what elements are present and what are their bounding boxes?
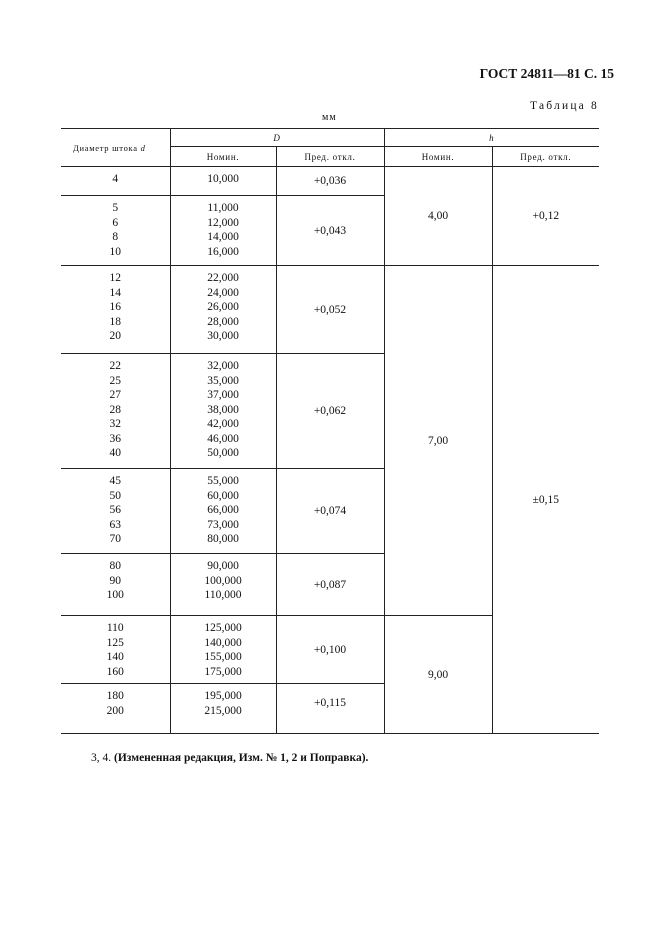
rod-diameter-value: 110: [106, 622, 124, 634]
D-nominal-value: 35,000: [207, 374, 239, 387]
rod-diameter-value: 90: [109, 574, 121, 587]
rod-diameter-value: 70: [109, 533, 121, 545]
D-group-header: D: [170, 129, 384, 147]
D-nominal-cell: [170, 684, 276, 734]
D-nominal-value: 11,000: [207, 202, 239, 214]
D-deviation-cell: +0,043: [276, 196, 384, 266]
D-nominal-value: 140,000: [204, 636, 242, 649]
D-nominal-cell: [170, 469, 276, 554]
rod-diameter-cell: [61, 167, 170, 196]
rod-diameter-value: 125: [106, 636, 124, 649]
table-caption: Таблица 8: [530, 100, 599, 112]
D-nominal-value: 50,000: [207, 447, 239, 459]
rod-diameter-value: 50: [109, 489, 121, 502]
D-nominal-value: 28,000: [207, 315, 239, 328]
D-deviation-cell: +0,062: [276, 354, 384, 469]
D-nominal-value: 90,000: [207, 560, 239, 572]
rod-diameter-value: 14: [109, 286, 121, 299]
h-group-header: h: [384, 129, 599, 147]
D-nominal-cell: [170, 354, 276, 469]
h-deviation-cell: ±0,15: [492, 266, 599, 734]
D-deviation-cell: +0,115: [276, 684, 384, 734]
D-deviation-cell: +0,052: [276, 266, 384, 354]
D-nominal-cell: [170, 554, 276, 616]
rod-diameter-value: 18: [109, 315, 121, 328]
D-deviation-cell: +0,036: [276, 167, 384, 196]
rod-diameter-value: 160: [106, 665, 124, 678]
rod-diameter-cell: [61, 196, 170, 266]
h-deviation-cell: +0,12: [492, 167, 599, 266]
D-nominal-cell: [170, 266, 276, 354]
D-nominal-value: 26,000: [207, 301, 239, 313]
rod-diameter-cell: [61, 684, 170, 734]
h-deviation-header: Пред. откл.: [492, 147, 599, 167]
D-nominal-cell: [170, 616, 276, 684]
D-nominal-value: 30,000: [207, 330, 239, 342]
D-nominal-header: Номин.: [170, 147, 276, 167]
rod-diameter-value: 12: [109, 272, 121, 284]
diameter-header: Диаметр штока d: [61, 129, 170, 167]
h-nominal-header: Номин.: [384, 147, 492, 167]
rod-diameter-value: 16: [109, 301, 121, 313]
rod-diameter-value: 40: [109, 447, 121, 459]
rod-diameter-value: 27: [109, 389, 121, 401]
D-nominal-cell: [170, 196, 276, 266]
D-nominal-value: 195,000: [204, 690, 242, 702]
D-nominal-value: 38,000: [207, 403, 239, 416]
rod-diameter-value: 32: [109, 418, 121, 430]
table-row: [61, 167, 599, 196]
D-nominal-value: 12,000: [207, 216, 239, 229]
rod-diameter-value: 36: [109, 432, 121, 445]
D-nominal-value: 110,000: [204, 589, 242, 601]
D-deviation-cell: +0,074: [276, 469, 384, 554]
rod-diameter-value: 100: [106, 589, 124, 601]
D-nominal-value: 215,000: [204, 704, 242, 717]
rod-diameter-value: 28: [109, 403, 121, 416]
D-nominal-value: 24,000: [207, 286, 239, 299]
rod-diameter-value: 140: [106, 651, 124, 663]
h-nominal-cell: 4,00: [384, 167, 492, 266]
D-nominal-cell: [170, 167, 276, 196]
h-nominal-cell: 7,00: [384, 266, 492, 616]
D-nominal-value: 100,000: [204, 574, 242, 587]
D-deviation-cell: +0,087: [276, 554, 384, 616]
rod-diameter-cell: [61, 469, 170, 554]
rod-diameter-cell: [61, 554, 170, 616]
rod-diameter-value: 45: [109, 475, 121, 487]
D-nominal-value: 125,000: [204, 622, 242, 634]
footnote: 3, 4. (Измененная редакция, Изм. № 1, 2 и Поправка).: [91, 752, 369, 764]
table-row: [61, 266, 599, 354]
rod-diameter-value: 200: [106, 704, 124, 717]
D-nominal-value: 42,000: [207, 418, 239, 430]
rod-diameter-value: 180: [106, 690, 124, 702]
rod-diameter-cell: [61, 266, 170, 354]
rod-diameter-value: 4: [112, 173, 119, 185]
table-header-row: [61, 129, 599, 147]
rod-diameter-value: 5: [112, 202, 119, 214]
rod-diameter-value: 20: [109, 330, 121, 342]
D-nominal-value: 10,000: [207, 173, 239, 185]
page-header: ГОСТ 24811—81 С. 15: [479, 66, 614, 81]
dimensions-table: [61, 128, 599, 734]
D-nominal-value: 55,000: [207, 475, 239, 487]
D-nominal-value: 73,000: [207, 518, 239, 531]
rod-diameter-value: 8: [112, 231, 119, 243]
rod-diameter-cell: [61, 354, 170, 469]
rod-diameter-value: 56: [109, 504, 121, 516]
D-deviation-cell: +0,100: [276, 616, 384, 684]
D-nominal-value: 22,000: [207, 272, 239, 284]
D-nominal-value: 46,000: [207, 432, 239, 445]
rod-diameter-value: 63: [109, 518, 121, 531]
D-nominal-value: 32,000: [207, 360, 239, 372]
rod-diameter-value: 6: [112, 216, 119, 229]
D-nominal-value: 175,000: [204, 665, 242, 678]
D-nominal-value: 60,000: [207, 489, 239, 502]
h-nominal-cell: 9,00: [384, 616, 492, 734]
rod-diameter-value: 25: [109, 374, 121, 387]
D-nominal-value: 37,000: [207, 389, 239, 401]
units-label: мм: [322, 112, 337, 123]
rod-diameter-value: 10: [109, 245, 121, 258]
rod-diameter-value: 22: [109, 360, 121, 372]
rod-diameter-cell: [61, 616, 170, 684]
D-nominal-value: 80,000: [207, 533, 239, 545]
D-deviation-header: Пред. откл.: [276, 147, 384, 167]
rod-diameter-value: 80: [109, 560, 121, 572]
D-nominal-value: 14,000: [207, 231, 239, 243]
D-nominal-value: 155,000: [204, 651, 242, 663]
D-nominal-value: 66,000: [207, 504, 239, 516]
D-nominal-value: 16,000: [207, 245, 239, 258]
